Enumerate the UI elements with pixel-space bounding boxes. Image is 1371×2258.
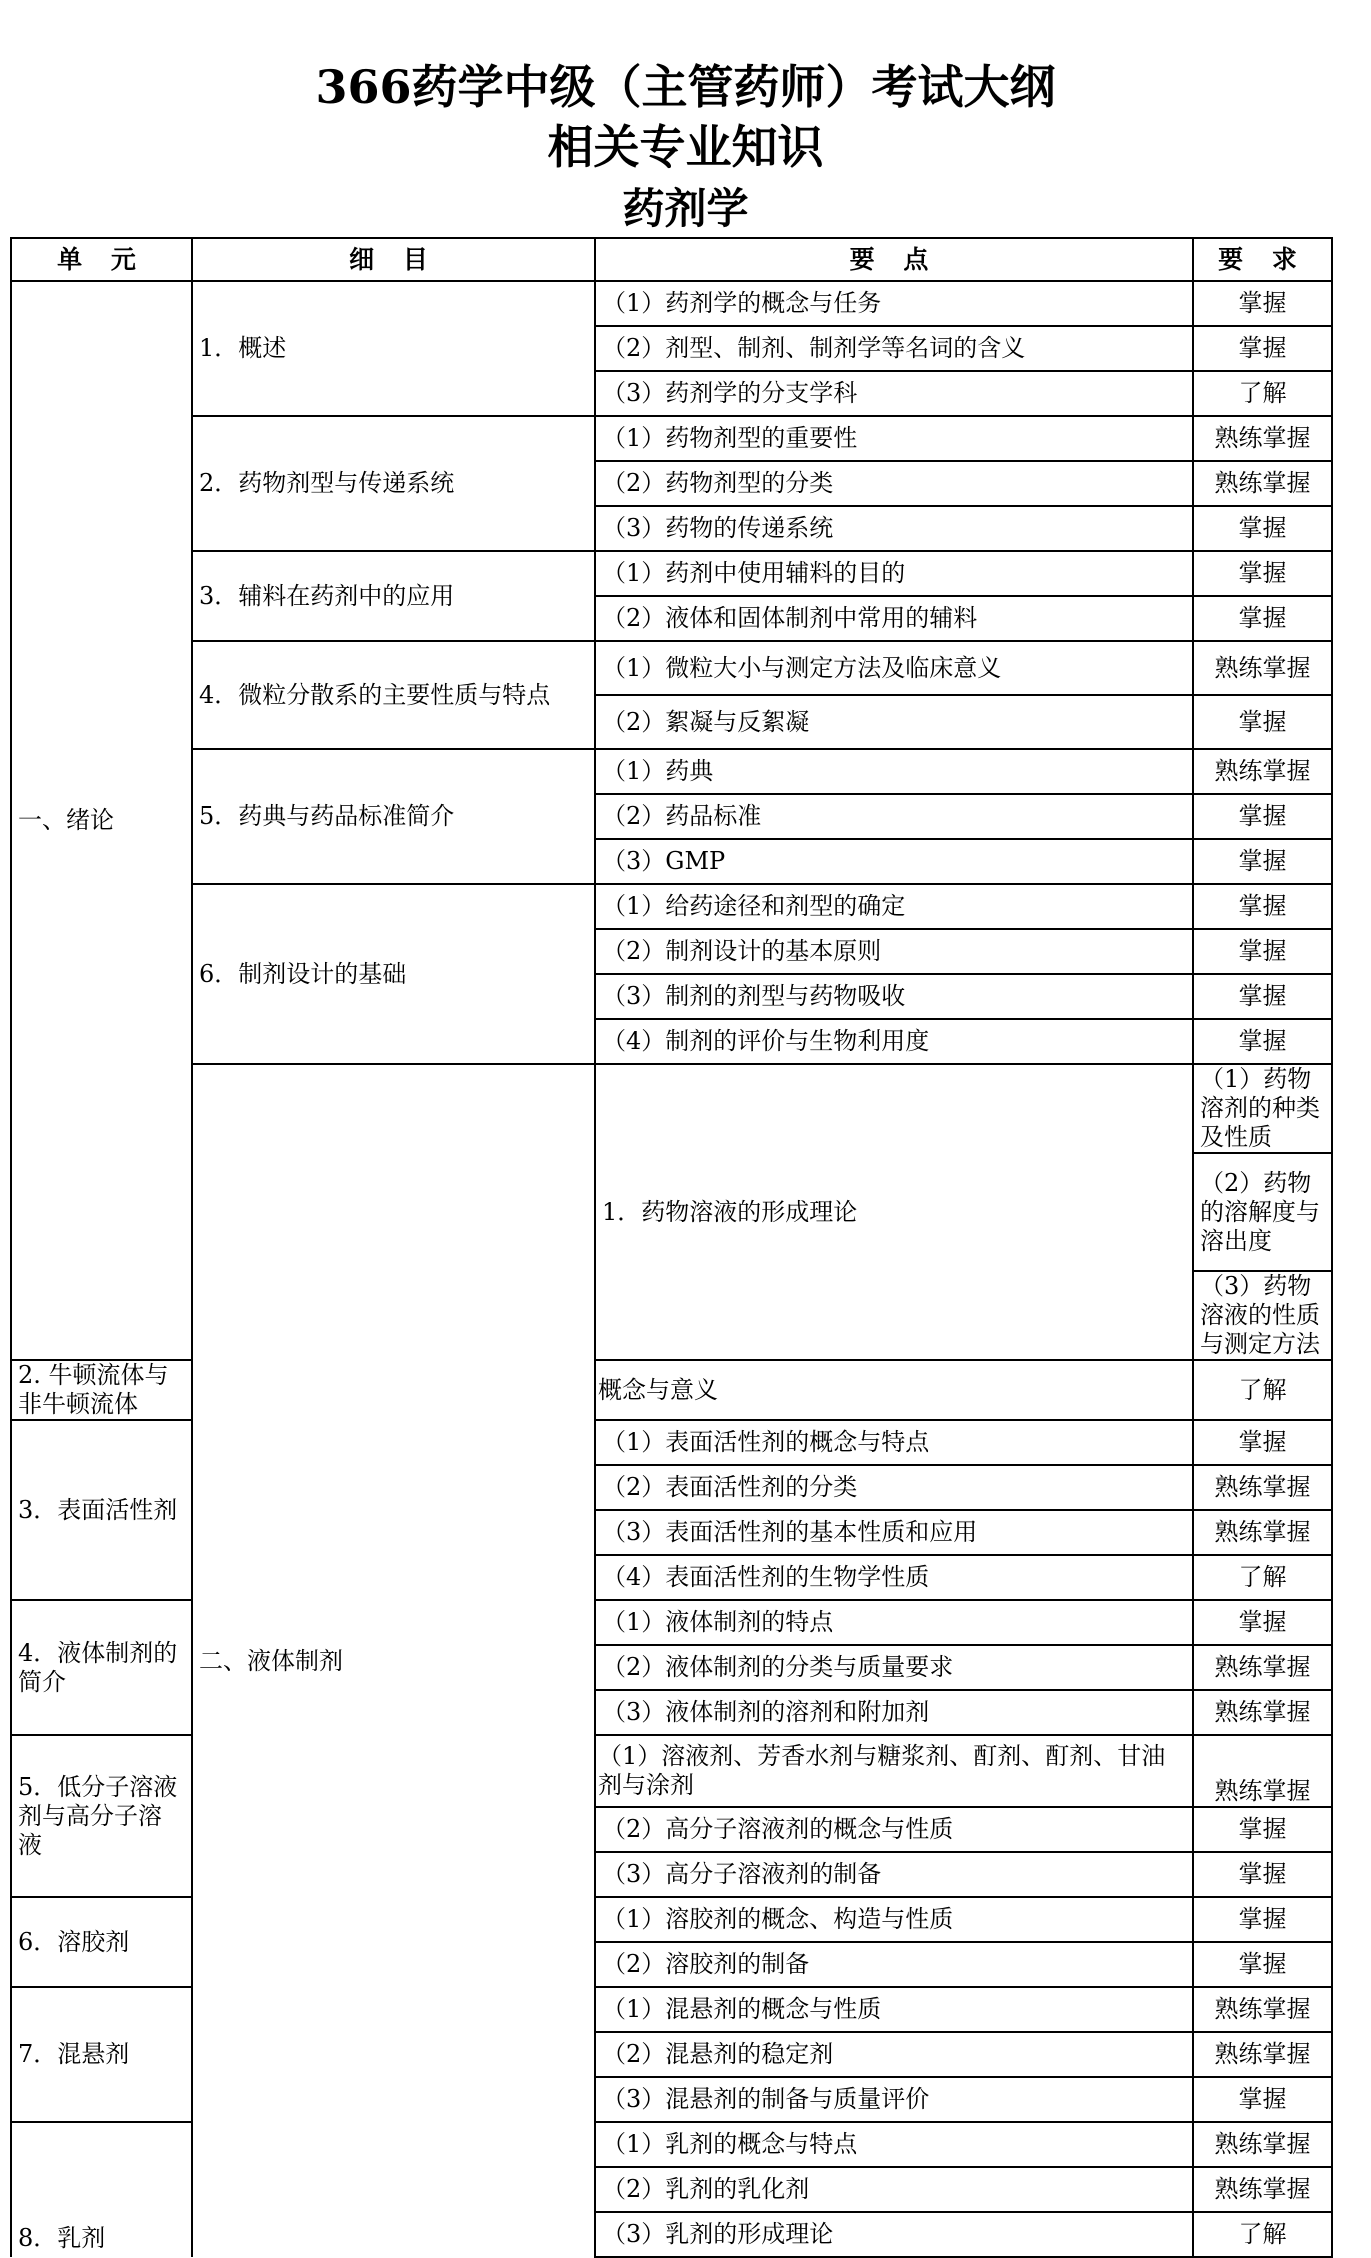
point-cell: （3）药物溶液的性质与测定方法 <box>1193 1271 1332 1360</box>
point-cell: （3）混悬剂的制备与质量评价 <box>595 2077 1193 2122</box>
item-cell: 7．混悬剂 <box>11 1987 192 2122</box>
requirement-cell: 熟练掌握 <box>1193 749 1332 794</box>
point-cell: （2）液体和固体制剂中常用的辅料 <box>595 596 1193 641</box>
requirement-cell: 掌握 <box>1193 839 1332 884</box>
requirement-cell: 熟练掌握 <box>1193 1465 1332 1510</box>
column-header-item: 细 目 <box>192 238 595 281</box>
item-cell: 3．辅料在药剂中的应用 <box>192 551 595 641</box>
item-cell: 4．液体制剂的简介 <box>11 1600 192 1735</box>
table-header-row <box>11 238 1332 281</box>
point-cell: （4）制剂的评价与生物利用度 <box>595 1019 1193 1064</box>
item-cell: 6．制剂设计的基础 <box>192 884 595 1064</box>
point-cell: （2）乳剂的乳化剂 <box>595 2167 1193 2212</box>
point-cell: （1）混悬剂的概念与性质 <box>595 1987 1193 2032</box>
requirement-cell: 熟练掌握 <box>1193 1735 1332 1807</box>
requirement-cell: 掌握 <box>1193 974 1332 1019</box>
item-cell: 5．药典与药品标准简介 <box>192 749 595 884</box>
item-cell: 1．药物溶液的形成理论 <box>595 1064 1193 1360</box>
item-cell: 4．微粒分散系的主要性质与特点 <box>192 641 595 749</box>
point-cell: （2）药物的溶解度与溶出度 <box>1193 1153 1332 1271</box>
requirement-cell: 熟练掌握 <box>1193 1987 1332 2032</box>
requirement-cell: 掌握 <box>1193 506 1332 551</box>
point-cell: （2）表面活性剂的分类 <box>595 1465 1193 1510</box>
requirement-cell: 熟练掌握 <box>1193 2122 1332 2167</box>
item-cell: 5．低分子溶液剂与高分子溶液 <box>11 1735 192 1897</box>
requirement-cell: 掌握 <box>1193 1942 1332 1987</box>
requirement-cell: 掌握 <box>1193 1852 1332 1897</box>
point-cell: （1）药物溶剂的种类及性质 <box>1193 1064 1332 1153</box>
table-row <box>11 884 1332 929</box>
point-cell: （1）液体制剂的特点 <box>595 1600 1193 1645</box>
point-cell: （2）药品标准 <box>595 794 1193 839</box>
point-cell: （1）药物剂型的重要性 <box>595 416 1193 461</box>
point-cell: （2）制剂设计的基本原则 <box>595 929 1193 974</box>
requirement-cell: 熟练掌握 <box>1193 2167 1332 2212</box>
requirement-cell: 掌握 <box>1193 551 1332 596</box>
table-row <box>11 416 1332 461</box>
requirement-cell: 掌握 <box>1193 929 1332 974</box>
requirement-cell: 了解 <box>1193 2212 1332 2257</box>
item-cell: 2．药物剂型与传递系统 <box>192 416 595 551</box>
table-row <box>11 551 1332 596</box>
requirement-cell: 熟练掌握 <box>1193 1645 1332 1690</box>
point-cell: （3）GMP <box>595 839 1193 884</box>
requirement-cell: 掌握 <box>1193 1897 1332 1942</box>
document-subtitle: 相关专业知识 <box>547 120 824 174</box>
point-cell: （2）絮凝与反絮凝 <box>595 695 1193 749</box>
point-cell: （1）给药途径和剂型的确定 <box>595 884 1193 929</box>
point-cell: （2）混悬剂的稳定剂 <box>595 2032 1193 2077</box>
point-cell: （3）制剂的剂型与药物吸收 <box>595 974 1193 1019</box>
point-cell: （3）药剂学的分支学科 <box>595 371 1193 416</box>
syllabus-table <box>10 237 1333 2258</box>
point-cell: （3）高分子溶液剂的制备 <box>595 1852 1193 1897</box>
requirement-cell: 熟练掌握 <box>1193 1690 1332 1735</box>
item-cell: 2. 牛顿流体与非牛顿流体 <box>11 1360 192 1420</box>
column-header-requirement: 要 求 <box>1193 238 1332 281</box>
requirement-cell: 掌握 <box>1193 884 1332 929</box>
requirement-cell: 掌握 <box>1193 326 1332 371</box>
section-title: 药剂学 <box>622 184 749 233</box>
requirement-cell: 了解 <box>1193 1360 1332 1420</box>
table-row <box>11 281 1332 326</box>
item-cell: 3．表面活性剂 <box>11 1420 192 1600</box>
requirement-cell: 掌握 <box>1193 695 1332 749</box>
table-row <box>11 749 1332 794</box>
table-row <box>11 1064 1332 1153</box>
requirement-cell: 掌握 <box>1193 596 1332 641</box>
requirement-cell: 掌握 <box>1193 1807 1332 1852</box>
document-title: 366药学中级（主管药师）考试大纲 <box>315 60 1056 114</box>
requirement-cell: 熟练掌握 <box>1193 416 1332 461</box>
point-cell: （1）溶胶剂的概念、构造与性质 <box>595 1897 1193 1942</box>
requirement-cell: 掌握 <box>1193 2077 1332 2122</box>
requirement-cell: 掌握 <box>1193 1420 1332 1465</box>
point-cell: （2）剂型、制剂、制剂学等名词的含义 <box>595 326 1193 371</box>
requirement-cell: 掌握 <box>1193 1019 1332 1064</box>
point-cell: （2）液体制剂的分类与质量要求 <box>595 1645 1193 1690</box>
column-header-point: 要 点 <box>595 238 1193 281</box>
requirement-cell: 掌握 <box>1193 794 1332 839</box>
point-cell: （1）药典 <box>595 749 1193 794</box>
requirement-cell: 熟练掌握 <box>1193 1510 1332 1555</box>
unit-cell: 二、液体制剂 <box>192 1064 595 2257</box>
point-cell: （3）液体制剂的溶剂和附加剂 <box>595 1690 1193 1735</box>
requirement-cell: 掌握 <box>1193 281 1332 326</box>
requirement-cell: 熟练掌握 <box>1193 461 1332 506</box>
point-cell: （3）表面活性剂的基本性质和应用 <box>595 1510 1193 1555</box>
requirement-cell: 熟练掌握 <box>1193 2032 1332 2077</box>
point-cell: （1）乳剂的概念与特点 <box>595 2122 1193 2167</box>
table-row <box>11 641 1332 695</box>
point-cell: （1）溶液剂、芳香水剂与糖浆剂、酊剂、酊剂、甘油剂与涂剂 <box>595 1735 1193 1807</box>
point-cell: （2）高分子溶液剂的概念与性质 <box>595 1807 1193 1852</box>
point-cell: （3）药物的传递系统 <box>595 506 1193 551</box>
point-cell: （4）表面活性剂的生物学性质 <box>595 1555 1193 1600</box>
point-cell: （1）表面活性剂的概念与特点 <box>595 1420 1193 1465</box>
requirement-cell: 熟练掌握 <box>1193 641 1332 695</box>
requirement-cell: 了解 <box>1193 371 1332 416</box>
point-cell: 概念与意义 <box>595 1360 1193 1420</box>
unit-cell: 一、绪论 <box>11 281 192 1360</box>
point-cell: （3）乳剂的形成理论 <box>595 2212 1193 2257</box>
point-cell: （2）药物剂型的分类 <box>595 461 1193 506</box>
requirement-cell: 了解 <box>1193 1555 1332 1600</box>
requirement-cell: 掌握 <box>1193 1600 1332 1645</box>
point-cell: （1）微粒大小与测定方法及临床意义 <box>595 641 1193 695</box>
item-cell: 8．乳剂 <box>11 2122 192 2257</box>
point-cell: （1）药剂中使用辅料的目的 <box>595 551 1193 596</box>
point-cell: （1）药剂学的概念与任务 <box>595 281 1193 326</box>
point-cell: （2）溶胶剂的制备 <box>595 1942 1193 1987</box>
column-header-unit: 单 元 <box>11 238 192 281</box>
item-cell: 6．溶胶剂 <box>11 1897 192 1987</box>
item-cell: 1．概述 <box>192 281 595 416</box>
